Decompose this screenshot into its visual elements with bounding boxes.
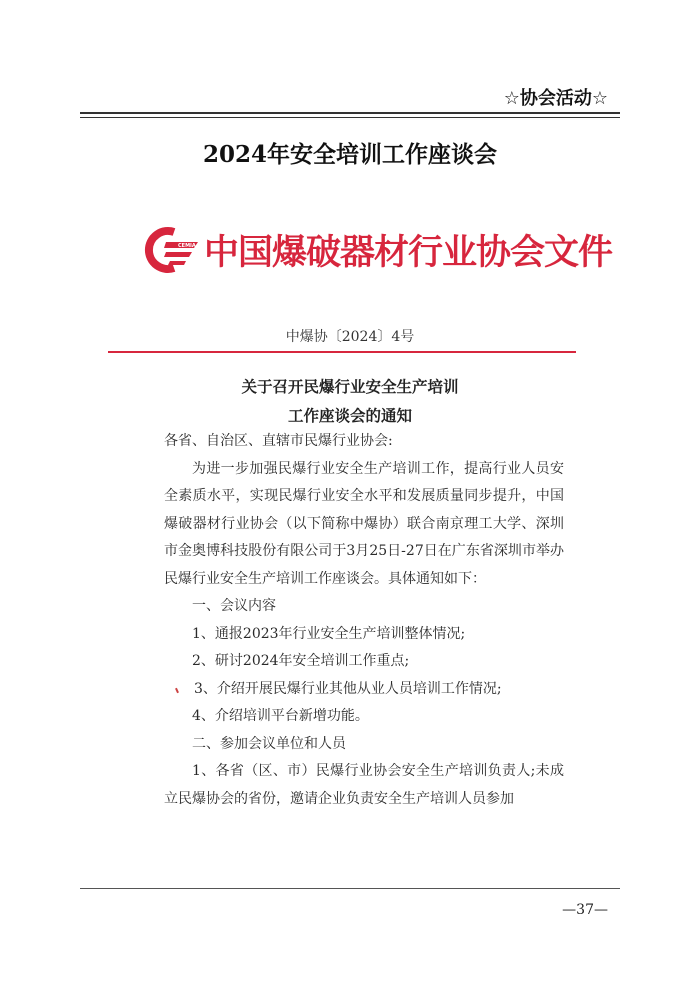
cemia-logo-icon — [144, 226, 202, 274]
notice-body — [164, 428, 564, 813]
section-heading-2: 二、参加会议单位和人员 — [192, 735, 346, 752]
top-divider — [80, 112, 620, 118]
section-tag: ☆协会活动☆ — [503, 88, 608, 109]
notice-title-line-2: 工作座谈会的通知 — [287, 406, 412, 425]
red-divider — [108, 351, 576, 353]
issuer-name: 中国爆破器材行业协会文件 — [204, 233, 613, 273]
list-item: 1、通报2023年行业安全生产培训整体情况; — [192, 625, 466, 642]
section-heading-1: 一、会议内容 — [192, 598, 276, 614]
list-item: 2、研讨2024年安全培训工作重点; — [192, 653, 410, 669]
list-item: 4、介绍培训平台新增功能。 — [192, 708, 369, 724]
notice-title-line-1: 关于召开民爆行业安全生产培训 — [241, 377, 459, 396]
notice-title — [0, 372, 700, 430]
letterhead — [144, 222, 612, 278]
bottom-divider — [80, 888, 620, 889]
document-number: 中爆协〔2024〕4号 — [285, 329, 415, 345]
attendee-paragraph: 1、各省（区、市）民爆行业协会安全生产培训负责人;未成立民爆协会的省份，邀请企业负责安全生产培训人员参加 — [164, 763, 564, 807]
intro-paragraph: 为进一步加强民爆行业安全生产培训工作，提高行业人员安全素质水平，实现民爆行业安全水平和发展质量同步提升，中国爆破器材行业协会（以下简称中爆协）联合南京理工大学、深圳市金奥博科技股份有限公司于3月25日-27日在广东省深圳市举办民爆行业安全生产培训工作座谈会。具体通知如下： — [164, 460, 564, 587]
salutation: 各省、自治区、直辖市民爆行业协会: — [164, 433, 393, 449]
page-title: 2024年安全培训工作座谈会 — [202, 141, 497, 168]
page-number: —37— — [562, 902, 608, 918]
svg-text:CEMIA: CEMIA — [178, 243, 196, 249]
list-item: 3、介绍开展民爆行业其他从业人员培训工作情况; — [194, 680, 502, 697]
